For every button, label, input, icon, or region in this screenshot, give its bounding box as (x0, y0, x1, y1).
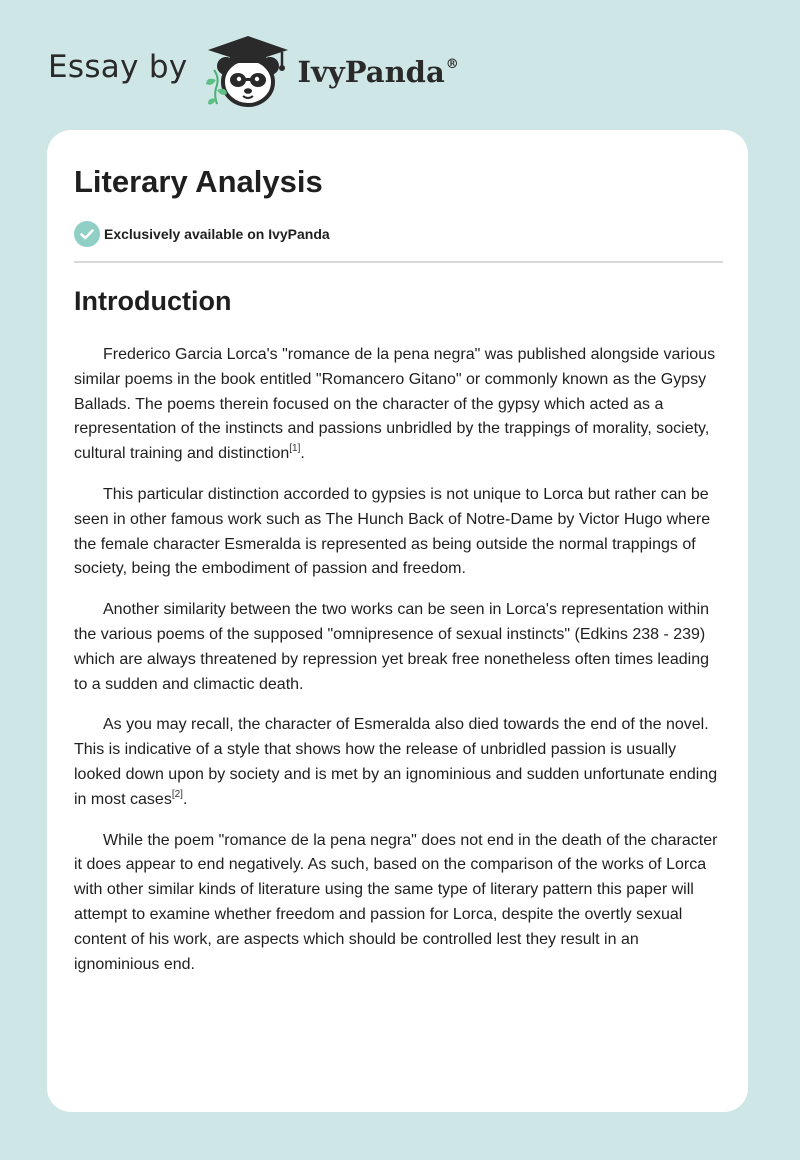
exclusive-badge (74, 221, 330, 247)
paragraph: As you may recall, the character of Esmeralda also died towards the end of the novel. This is indicative of a style that shows how the release of unbridled passion is usually looked down upon by society and is met by an ignominious and sudden unfortunate ending in most cases[2]. (74, 716, 718, 808)
paragraph: Another similarity between the two works can be seen in Lorca's representation within the various poems of the supposed "omnipresence of sexual instincts" (Edkins 238 - 239) which are always threatened by repression yet break free nonetheless often times leading to a sudden and climactic death. (74, 601, 710, 693)
essay-body (74, 343, 723, 993)
panda-logo-icon (200, 30, 296, 110)
essay-by-label: Essay by (48, 49, 188, 85)
paragraph: While the poem "romance de la pena negra" does not end in the death of the character it does appear to end negatively. As such, based on the comparison of the works of Lorca with other similar kinds of literature using the same type of literary pattern this paper will attempt to examine whether freedom and passion for Lorca, despite the overtly sexual content of his work, are aspects which should be controlled lest they result in an ignominious end. (74, 831, 718, 973)
site-header (48, 30, 459, 110)
exclusive-badge-label: Exclusively available on IvyPanda (104, 226, 330, 242)
citation-ref[interactable]: [2] (171, 788, 183, 800)
section-heading: Introduction (74, 286, 232, 316)
brand-name: IvyPanda® (297, 55, 459, 89)
title-divider (74, 261, 723, 263)
page-title: Literary Analysis (74, 164, 323, 199)
essay-card (47, 130, 748, 1112)
paragraph: This particular distinction accorded to gypsies is not unique to Lorca but rather can be seen in other famous work such as The Hunch Back of Notre-Dame by Victor Hugo where the female character Esmeralda is represented as being outside the normal trappings of society, being the embodiment of passion and freedom. (74, 485, 711, 578)
citation-ref[interactable]: [1] (289, 443, 301, 455)
paragraph: Frederico Garcia Lorca's "romance de la pena negra" was published alongside various similar poems in the book entitled "Romancero Gitano" or commonly known as the Gypsy Ballads. The poems therein focused on the character of the gypsy which acted as a representation of the instincts and passions unbridled by the trappings of morality, society, cultural training and distinction[1]. (74, 346, 716, 463)
check-circle-icon (74, 221, 100, 247)
